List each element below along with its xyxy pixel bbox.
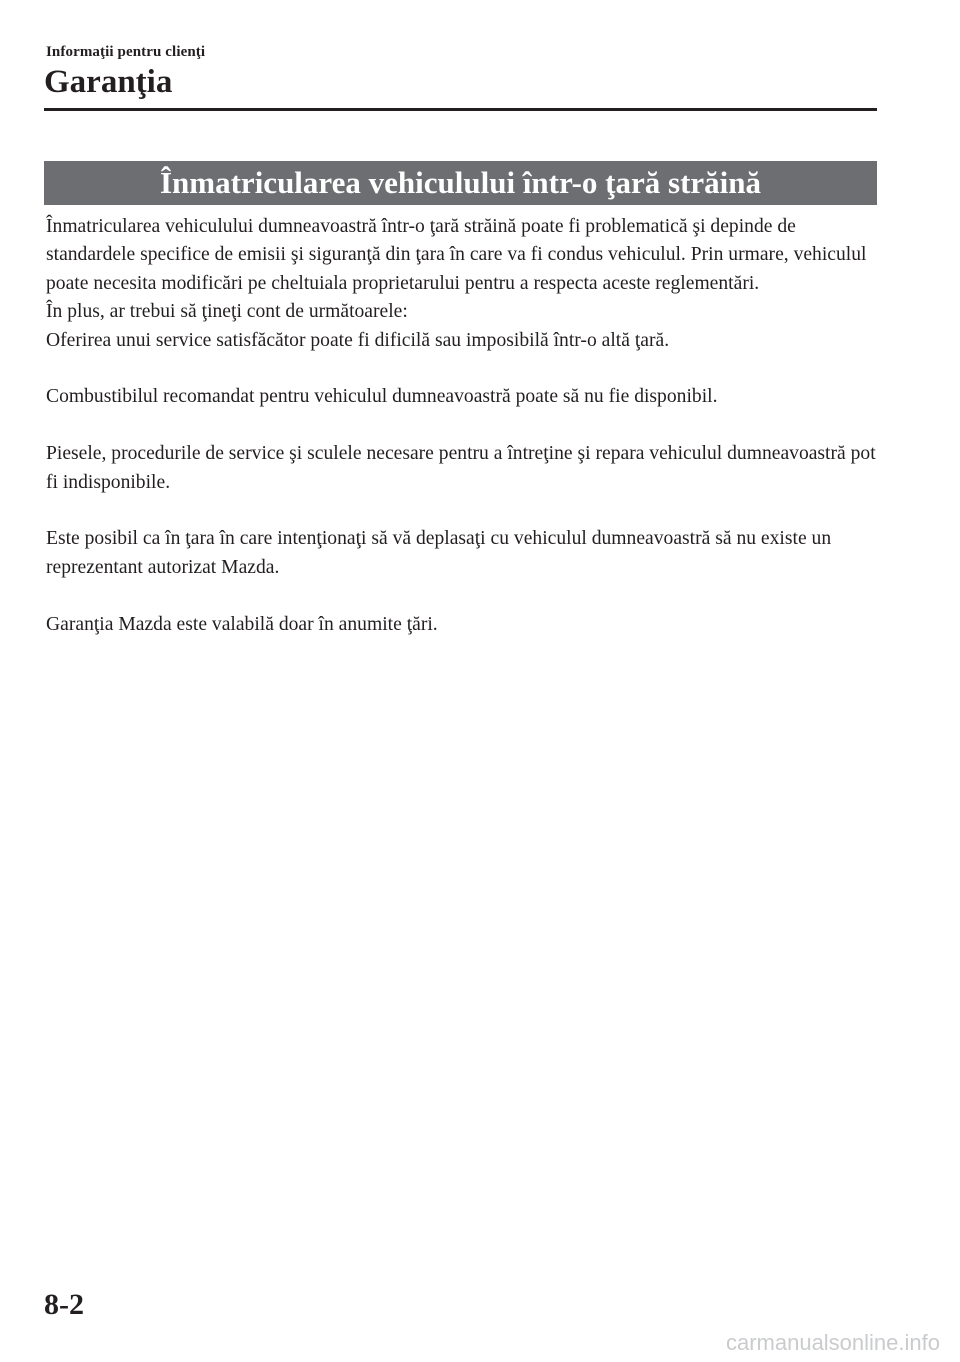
page-number: 8-2 — [44, 1288, 84, 1321]
chapter-label: Informaţii pentru clienţi — [46, 44, 206, 60]
consideration-paragraph: Piesele, procedurile de service şi sculele necesare pentru a întreţine şi repara vehiculul dumneavoastră pot fi indisponibile. — [46, 443, 876, 493]
intro-paragraph: În plus, ar trebui să ţineţi cont de următoarele: — [46, 301, 408, 323]
consideration-paragraph: Este posibil ca în ţara în care intenţionaţi să vă deplasaţi cu vehiculul dumneavoastră să nu existe un reprezentant autorizat Mazda. — [46, 528, 832, 578]
consideration-paragraph: Garanţia Mazda este valabilă doar în anumite ţări. — [46, 613, 438, 635]
intro-paragraph: Înmatricularea vehiculului dumneavoastră într-o ţară străină poate fi problematică şi depinde de standardele specifice de emisii şi siguranţă din ţara în care va fi condus vehiculul. Prin urmare, vehiculul poate necesita modificări pe cheltuiala proprietarului pentru a respecta aceste reglementări. — [46, 216, 867, 294]
body-text — [46, 213, 881, 639]
topic-banner — [44, 161, 877, 205]
consideration-paragraph: Combustibilul recomandat pentru vehiculul dumneavoastră poate să nu fie disponibil. — [46, 386, 718, 408]
header-divider — [44, 108, 877, 111]
watermark: carmanualsonline.info — [725, 1330, 940, 1355]
section-title: Garanţia — [44, 64, 173, 100]
topic-title: Înmatricularea vehiculului într-o ţară străină — [159, 165, 762, 200]
intro-paragraph: Oferirea unui service satisfăcător poate fi dificilă sau imposibilă într-o altă ţară. — [46, 329, 670, 351]
